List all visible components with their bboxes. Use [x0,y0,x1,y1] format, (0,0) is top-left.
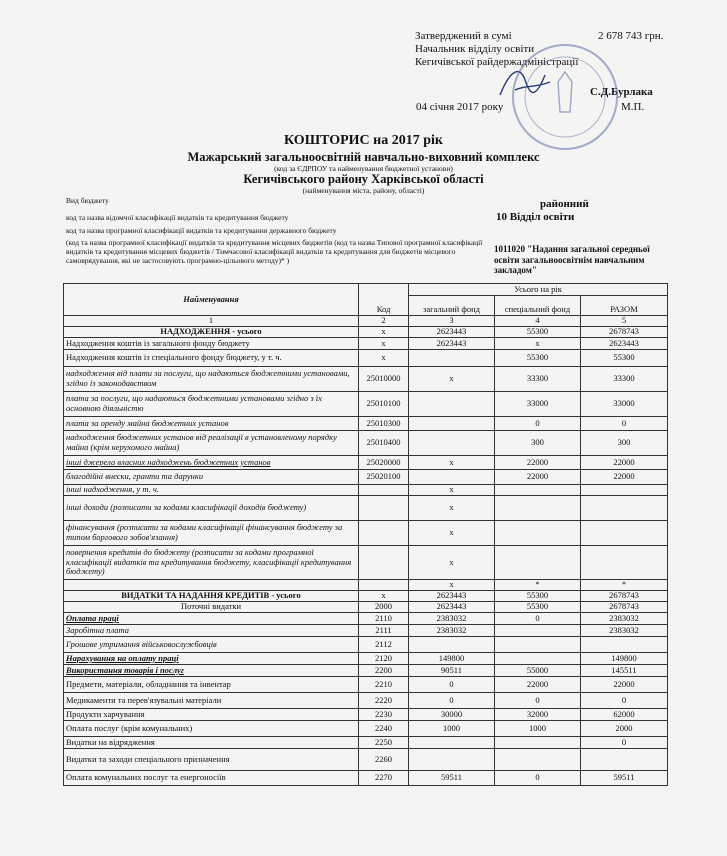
budget-type-label: Вид бюджету [66,196,109,205]
table-row [64,485,668,496]
row-name: інші надходження, у т. ч. [64,485,359,496]
row-total: * [581,580,668,591]
row-name: Нарахування на оплату праці [64,653,359,665]
row-total [581,546,668,580]
row-general-fund: 2383032 [409,625,495,637]
row-general-fund: 2623443 [409,338,495,350]
row-general-fund [409,749,495,771]
row-name: Видатки та заходи спеціального призначення [64,749,359,771]
region-name: Кегичівського району Харківської області [243,172,484,186]
table-row [64,721,668,737]
row-code: 25010400 [359,431,409,456]
row-special-fund [495,546,581,580]
row-special-fund: 22000 [495,677,581,693]
row-total: 300 [581,431,668,456]
row-special-fund: 55300 [495,350,581,367]
table-row [64,737,668,749]
table-row [64,709,668,721]
row-special-fund [495,485,581,496]
col-number: 3 [409,316,495,327]
row-general-fund: 30000 [409,709,495,721]
row-total: 145511 [581,665,668,677]
row-total: 33000 [581,392,668,417]
row-code: 25010000 [359,367,409,392]
row-total [581,637,668,653]
row-total [581,496,668,521]
table-row [64,771,668,786]
approval-amount: 2 678 743 грн. [598,30,664,42]
row-special-fund: х [495,338,581,350]
row-total: 2678743 [581,591,668,602]
row-special-fund: 55300 [495,327,581,338]
institution-name: Мажарський загальноосвітній навчально-виховний комплекс [187,150,540,164]
row-name: повернення кредитів до бюджету (розписати за кодами програмної класифікації видатків та кредитування бюджету, класифікації кредитування бюджету) [64,546,359,580]
row-special-fund: * [495,580,581,591]
row-total: 2678743 [581,327,668,338]
row-total: 2000 [581,721,668,737]
row-total: 2623443 [581,338,668,350]
row-name: Заробітна плата [64,625,359,637]
row-code: 2230 [359,709,409,721]
table-row [64,677,668,693]
row-code: 2260 [359,749,409,771]
row-special-fund: 0 [495,693,581,709]
row-total: 62000 [581,709,668,721]
row-special-fund: 33000 [495,392,581,417]
row-code: 25020000 [359,456,409,470]
row-special-fund [495,749,581,771]
header-general: загальний фонд [409,296,495,316]
row-total: 0 [581,417,668,431]
row-general-fund [409,431,495,456]
row-code: 2111 [359,625,409,637]
row-code: х [359,350,409,367]
row-special-fund: 0 [495,771,581,786]
row-total: 149800 [581,653,668,665]
row-name: Оплата послуг (крім комунальних) [64,721,359,737]
local-program-value: 1011020 "Надання загальної середньої освіти загальноосвітнім навчальним закладом" [494,244,650,275]
approval-amount-label: Затверджений в сумі [415,30,512,42]
row-special-fund: 33300 [495,367,581,392]
row-name: благодійні внески, гранти та дарунки [64,470,359,485]
row-general-fund: 2623443 [409,327,495,338]
row-name: плата за послуги, що надаються бюджетними установами згідно з їх основною діяльністю [64,392,359,417]
row-name: Надходження коштів із спеціального фонду бюджету, у т. ч. [64,350,359,367]
row-general-fund: 2383032 [409,613,495,625]
row-general-fund [409,350,495,367]
approval-signer: С.Д.Бурлака [590,86,653,98]
row-general-fund: 0 [409,693,495,709]
row-code [359,485,409,496]
row-total: 22000 [581,470,668,485]
col-number: 4 [495,316,581,327]
row-general-fund: х [409,546,495,580]
row-special-fund [495,653,581,665]
row-code: 2250 [359,737,409,749]
row-general-fund: 2623443 [409,591,495,602]
table-row [64,749,668,771]
row-general-fund [409,637,495,653]
row-general-fund: 59511 [409,771,495,786]
table-row [64,613,668,625]
table-row [64,591,668,602]
table-row [64,431,668,456]
table-row [64,470,668,485]
row-special-fund: 0 [495,417,581,431]
row-name: ВИДАТКИ ТА НАДАННЯ КРЕДИТІВ - усього [64,591,359,602]
row-name: Використання товарів і послуг [64,665,359,677]
local-program-label: (код та назва програмної класифікації видатків та кредитування місцевих бюджетів (код та назва Типової програмної класифікації видатків та кредитування місцевих бюджетів / Тимчасової класифікації видатків та кредитування для бюджетів місцевого самоврядування, які не застосовують програмно-цільового методу)* ) [66,238,483,265]
header-total: РАЗОМ [581,296,668,316]
header-year: Усього на рік [409,284,668,296]
table-row [64,456,668,470]
row-general-fund [409,470,495,485]
row-code: 2112 [359,637,409,653]
row-special-fund [495,625,581,637]
row-total: 2678743 [581,602,668,613]
row-name: фінансування (розписати за кодами класифікації фінансування бюджету за типом боргового зобов'язання) [64,521,359,546]
table-row [64,602,668,613]
row-name: НАДХОДЖЕННЯ - усього [64,327,359,338]
row-total: 33300 [581,367,668,392]
region-note: (найменування міста, району, області) [302,186,425,195]
row-general-fund: 1000 [409,721,495,737]
row-name [64,580,359,591]
table-row [64,327,668,338]
row-total: 0 [581,693,668,709]
approval-date: 04 січня 2017 року [416,101,504,113]
row-name: надходження від плати за послуги, що надаються бюджетними установами, згідно із законодавством [64,367,359,392]
dept-classification-label: код та назва відомчої класифікації видатків та кредитування бюджету [66,213,289,222]
row-total: 59511 [581,771,668,786]
row-total [581,749,668,771]
row-special-fund: 300 [495,431,581,456]
row-special-fund: 55300 [495,591,581,602]
row-name: надходження бюджетних установ від реалізації в установленому порядку майна (крім нерухомого майна) [64,431,359,456]
row-total: 55300 [581,350,668,367]
row-name: Оплата комунальних послуг та енергоносіїв [64,771,359,786]
table-row [64,496,668,521]
row-special-fund: 0 [495,613,581,625]
row-general-fund: 90511 [409,665,495,677]
row-general-fund: 149800 [409,653,495,665]
row-special-fund: 55000 [495,665,581,677]
row-total: 2383032 [581,613,668,625]
row-special-fund [495,521,581,546]
row-code: 2000 [359,602,409,613]
row-general-fund [409,417,495,431]
row-code: 2240 [359,721,409,737]
row-name: інші джерела власних надходжень бюджетних установ [64,456,359,470]
table-row [64,338,668,350]
row-code: 2220 [359,693,409,709]
row-code: х [359,327,409,338]
row-general-fund: х [409,367,495,392]
row-total: 2383032 [581,625,668,637]
approval-organization: Кегичівської райдержадміністрації [415,56,579,68]
row-general-fund: х [409,580,495,591]
table-row [64,521,668,546]
col-number: 5 [581,316,668,327]
row-special-fund [495,637,581,653]
col-number: 1 [64,316,359,327]
row-general-fund: 0 [409,677,495,693]
budget-type-value: районний [540,198,589,210]
row-general-fund: 2623443 [409,602,495,613]
row-general-fund: х [409,485,495,496]
row-code: 2200 [359,665,409,677]
institution-note: (код за ЄДРПОУ та найменування бюджетної установи) [274,164,453,173]
row-code: 2120 [359,653,409,665]
estimate-table [63,283,668,786]
row-special-fund: 22000 [495,470,581,485]
row-name: Поточні видатки [64,602,359,613]
row-name: Грошове утримання військовослужбовців [64,637,359,653]
row-code: 2210 [359,677,409,693]
row-code: х [359,338,409,350]
row-code: 25020100 [359,470,409,485]
row-total: 0 [581,737,668,749]
table-row [64,637,668,653]
state-program-label: код та назва програмної класифікації видатків та кредитування державного бюджету [66,226,337,235]
row-name: Продукти харчування [64,709,359,721]
row-name: Видатки на відрядження [64,737,359,749]
row-code [359,580,409,591]
row-code: х [359,591,409,602]
approval-position: Начальник відділу освіти [415,43,535,55]
row-general-fund [409,737,495,749]
col-number: 2 [359,316,409,327]
row-general-fund: х [409,521,495,546]
table-row [64,546,668,580]
row-special-fund: 1000 [495,721,581,737]
header-code: Код [359,284,409,316]
dept-classification-value: 10 Відділ освіти [496,211,575,223]
header-special: спеціальний фонд [495,296,581,316]
row-general-fund: х [409,496,495,521]
table-row [64,350,668,367]
table-row [64,417,668,431]
row-special-fund: 32000 [495,709,581,721]
row-code: 25010100 [359,392,409,417]
row-code [359,521,409,546]
row-code [359,496,409,521]
table-row [64,653,668,665]
row-code [359,546,409,580]
row-total: 22000 [581,677,668,693]
table-row [64,392,668,417]
row-total [581,485,668,496]
row-name: Медикаменти та перев'язувальні матеріали [64,693,359,709]
table-row [64,665,668,677]
row-special-fund [495,496,581,521]
approval-mp: М.П. [621,101,645,113]
row-code: 2270 [359,771,409,786]
row-name: інші доходи (розписати за кодами класифікації доходів бюджету) [64,496,359,521]
row-total [581,521,668,546]
row-general-fund [409,392,495,417]
row-name: Оплата праці [64,613,359,625]
header-name: Найменування [64,284,359,316]
table-row [64,625,668,637]
row-total: 22000 [581,456,668,470]
row-name: Надходження коштів із загального фонду бюджету [64,338,359,350]
table-row [64,367,668,392]
row-special-fund: 55300 [495,602,581,613]
row-name: Предмети, матеріали, обладнання та інвентар [64,677,359,693]
row-special-fund [495,737,581,749]
row-code: 2110 [359,613,409,625]
row-name: плата за оренду майна бюджетних установ [64,417,359,431]
row-special-fund: 22000 [495,456,581,470]
table-row [64,693,668,709]
table-row [64,580,668,591]
row-general-fund: х [409,456,495,470]
row-code: 25010300 [359,417,409,431]
estimate-title: КОШТОРИС на 2017 рік [284,133,443,148]
